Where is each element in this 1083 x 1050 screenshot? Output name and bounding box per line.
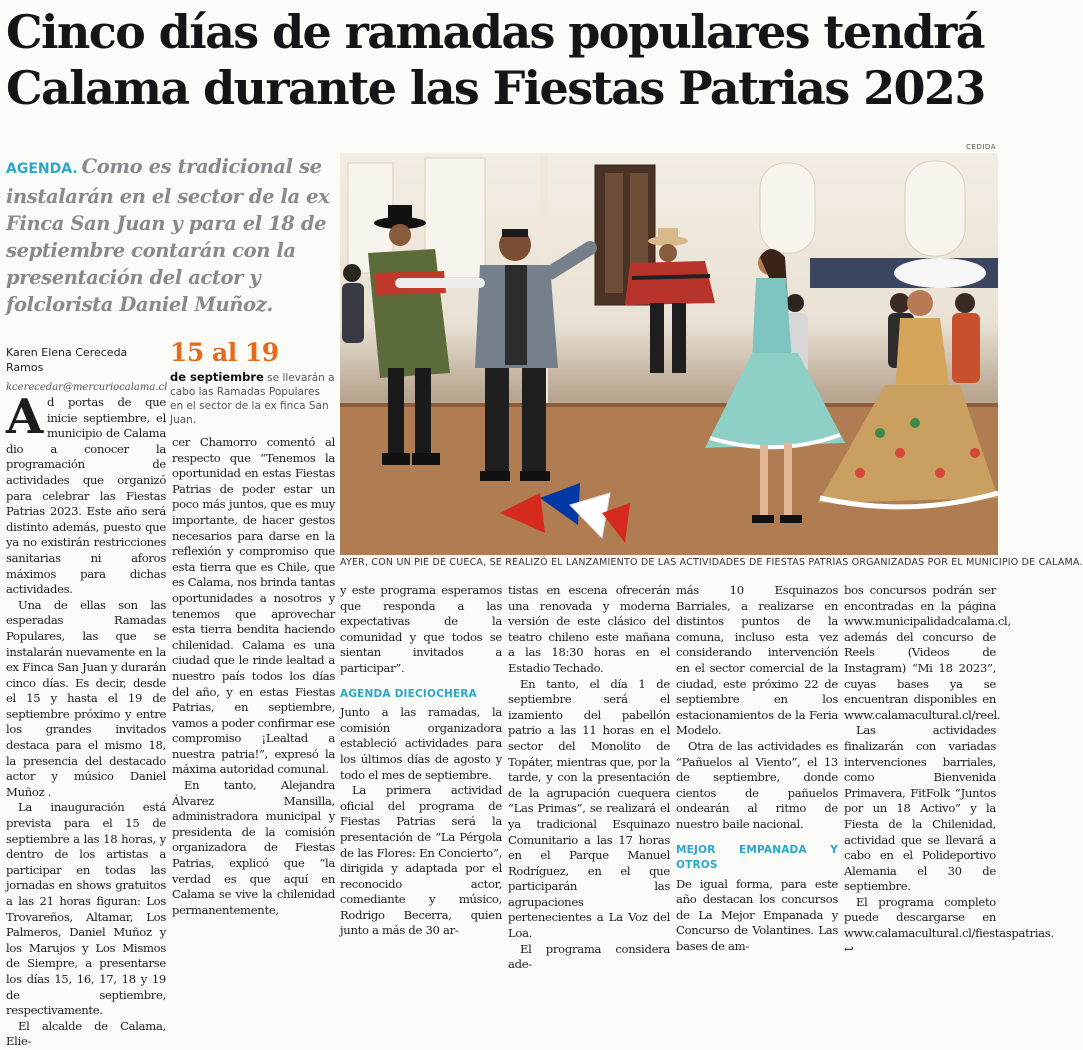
- body-column-5: [676, 583, 838, 955]
- body-paragraph: Una de ellas son las esperadas Ramadas Populares, las que se instalarán nuevamente en la ex Finca San Juan y durarán cinco días. Es decir, desde el 15 y hasta el 19 de septiembre próximo y entre los grandes invitados destaca para el mismo 18, la presencia del destacado actor y músico Daniel Muñoz .: [6, 597, 166, 799]
- body-column-3: [340, 583, 502, 939]
- end-mark-icon: ↩: [844, 941, 854, 956]
- drop-cap: A: [6, 389, 43, 445]
- author-name: Karen Elena Cereceda Ramos: [6, 346, 128, 374]
- headline: Cinco días de ramadas populares tendrá Calama durante las Fiestas Patrias 2023: [6, 5, 985, 115]
- body-paragraph: tistas en escena ofrecerán una renovada y moderna versión de este clásico del teatro chileno este mañana a las 18:30 horas en el Estadio Techado.: [508, 583, 670, 675]
- byline: [6, 345, 166, 395]
- body-paragraph: La primera actividad oficial del programa de Fiestas Patrias será la presentación de “La Pérgola de las Flores: En Concierto”, dirigida y adaptada por el reconocido actor, comediante y músico, Rodrigo Becerra, quien junto a más de 30 ar-: [340, 783, 502, 938]
- body-paragraph: En tanto, el día 1 de septiembre será el izamiento del pabellón patrio a las 11 horas en el sector del Monolito de Topáter, mientras que, por la tarde, y con la presentación de la agrupación cuequera “Las Primas”, se realizará el ya tradicional Esquinazo Comunitario a las 17 horas en el Parque Manuel Rodríguez, en el que participarán las agrupaciones pertenecientes a La Voz del Loa.: [508, 676, 670, 941]
- body-paragraph: Las actividades finalizarán con variadas intervenciones barriales, como Bienvenida Primavera, FitFolk “Juntos por un 18 Activo” y la Fiesta de la Chilenidad, actividad que se llevará a cabo en el Polideportivo Alemania el 30 de septiembre.: [844, 723, 996, 894]
- body-paragraph: En tanto, Alejandra Álvarez Mansilla, administradora municipal y presidenta de la comisión organizadora de Fiestas Patrias, explicó que “la verdad es que aquí en Calama se vive la chilenidad permanentemente,: [172, 778, 335, 917]
- date-highlight-box: [170, 338, 335, 427]
- lead-text: Como es tradicional se instalarán en el sector de la ex Finca San Juan y para el 18 de septiembre contarán con la presentación del actor y folclorista Daniel Muñoz.: [6, 155, 330, 316]
- body-paragraph: La inauguración está prevista para el 15 de septiembre a las 18 horas, y dentro de los artistas a participar en todas las jornadas en shows gratuitos a las 21 horas figuran: Los Trovareños, Altamar, Los Palmeros, Daniel Muñoz y los Marujos y Los Mismos de Siempre, a presentarse los días 15, 16, 17, 18 y 19 de septiembre, respectivamente.: [6, 800, 166, 1018]
- body-paragraph: Otra de las actividades es “Pañuelos al Viento”, el 13 de septiembre, donde cientos de pañuelos ondearán al ritmo de nuestro baile nacional.: [676, 738, 838, 831]
- date-highlight-text: [170, 370, 335, 427]
- news-photo: [340, 153, 998, 555]
- photo-credit: CEDIDA: [966, 143, 996, 151]
- body-paragraph: cer Chamorro comentó al respecto que “Tenemos la oportunidad en estas Fiestas Patrias de poder estar un poco más juntos, que es muy importante, de hacer gestos necesarios para darse en la reflexión y compromiso que esta tierra que es Chile, que es Calama, nos brinda tantas oportunidades a nosotros y tenemos que aprovechar esta tierra bendita haciendo chilenidad. Calama es una ciudad que le rinde lealtad a nuestro país todos los días del año, y en estas Fiestas Patrias, en septiembre, vamos a poder confirmar ese compromiso ¡Lealtad a nuestra patria!”, expresó la máxima autoridad comunal.: [172, 435, 335, 777]
- body-column-2: [172, 435, 335, 918]
- cueca-dance-illustration: [340, 153, 998, 555]
- body-paragraph: Ad portas de que inicie septiembre, el municipio de Calama dio a conocer la programación de actividades que organizó para celebrar las Fiestas Patrias 2023. Este año será distinto además, puesto que ya no existirán restricciones sanitarias ni aforos máximos para dichas actividades.: [6, 389, 166, 597]
- lead-paragraph: [6, 153, 334, 318]
- body-paragraph: y este programa esperamos que responda a las expectativas de la comunidad y que todos se sientan invitados a participar”.: [340, 583, 502, 675]
- body-paragraph: El alcalde de Calama, Elie-: [6, 1018, 166, 1049]
- body-paragraph: De igual forma, para este año destacan los concursos de La Mejor Empanada y Concurso de Volantines. Las bases de am-: [676, 876, 838, 954]
- body-paragraph: Junto a las ramadas, la comisión organizadora estableció actividades para los últimos días de agosto y todo el mes de septiembre.: [340, 705, 502, 782]
- body-column-1: [6, 389, 166, 1050]
- date-highlight-bold: de septiembre: [170, 370, 264, 384]
- body-column-6: [844, 583, 1054, 957]
- date-highlight-number: 15 al 19: [170, 338, 279, 367]
- body-paragraph: El programa completo puede descargarse en www.calamacultural.cl/fiestaspatrias. ↩: [844, 894, 1054, 956]
- body-column-4: [508, 583, 670, 973]
- author-email[interactable]: kcerecedar@mercuriocalama.cl: [6, 382, 168, 393]
- body-paragraph: El programa considera ade-: [508, 941, 670, 972]
- subheading-mejor-empanada: MEJOR EMPANADA Y OTROS: [676, 843, 838, 872]
- subheading-agenda-dieciochera: AGENDA DIECIOCHERA: [340, 687, 478, 700]
- section-tag: AGENDA.: [6, 161, 78, 177]
- photo-caption: AYER, CON UN PIE DE CUECA, SE REALIZÓ EL LANZAMIENTO DE LAS ACTIVIDADES DE FIESTAS PATRIAS ORGANIZADAS POR EL MUNICIPIO DE CALAMA.: [340, 557, 1083, 568]
- date-highlight-rest: se llevarán a cabo las Ramadas Populares en el sector de la ex finca San Juan.: [170, 372, 335, 426]
- body-paragraph: más 10 Esquinazos Barriales, a realizarse en distintos puntos de la comuna, incluso esta vez considerando intervención en el sector comercial de la ciudad, este próximo 22 de septiembre en los estacionamientos de la Feria Modelo.: [676, 583, 838, 738]
- body-paragraph: bos concursos podrán ser encontradas en la página www.municipalidadcalama.cl, además del concurso de Reels (Videos de Instagram) “Mi 18 2023”, cuyas bases ya se encuentran disponibles en www.calamacultural.cl/reel.: [844, 583, 1011, 722]
